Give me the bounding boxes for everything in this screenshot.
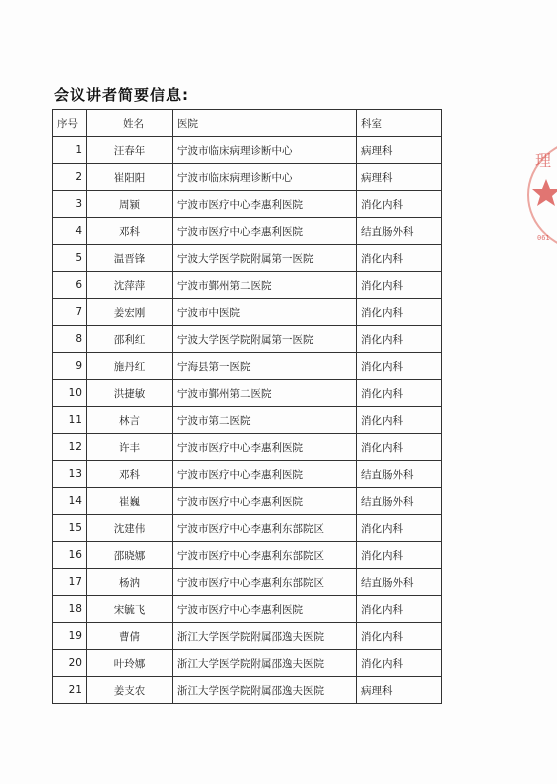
hospital-name: 宁波市鄞州第二医院 <box>173 272 357 299</box>
table-row <box>53 623 442 650</box>
hospital-name: 宁波市医疗中心李惠利医院 <box>173 218 357 245</box>
seal-character: 理 <box>535 151 552 170</box>
hospital-name: 宁波市医疗中心李惠利医院 <box>173 461 357 488</box>
speaker-name: 杨汭 <box>87 569 173 596</box>
speaker-name: 邓科 <box>87 461 173 488</box>
row-number: 19 <box>53 623 87 650</box>
section-title: 会议讲者简要信息: <box>54 86 189 104</box>
speaker-name: 崔巍 <box>87 488 173 515</box>
speaker-name: 崔阳阳 <box>87 164 173 191</box>
row-number: 20 <box>53 650 87 677</box>
table-row <box>53 380 442 407</box>
department: 消化内科 <box>357 623 442 650</box>
table-row <box>53 488 442 515</box>
table-row <box>53 164 442 191</box>
speaker-name: 许丰 <box>87 434 173 461</box>
department: 结直肠外科 <box>357 461 442 488</box>
speaker-name: 洪捷敏 <box>87 380 173 407</box>
hospital-name: 宁波市中医院 <box>173 299 357 326</box>
seal-number: 061 <box>537 234 550 242</box>
department: 消化内科 <box>357 326 442 353</box>
table-row <box>53 353 442 380</box>
header-hospital: 医院 <box>173 110 357 137</box>
hospital-name: 宁波市临床病理诊断中心 <box>173 164 357 191</box>
hospital-name: 浙江大学医学院附属邵逸夫医院 <box>173 677 357 704</box>
department: 消化内科 <box>357 434 442 461</box>
department: 消化内科 <box>357 245 442 272</box>
hospital-name: 浙江大学医学院附属邵逸夫医院 <box>173 623 357 650</box>
row-number: 7 <box>53 299 87 326</box>
hospital-name: 宁波市医疗中心李惠利医院 <box>173 191 357 218</box>
row-number: 14 <box>53 488 87 515</box>
table-row <box>53 272 442 299</box>
hospital-name: 宁波市医疗中心李惠利医院 <box>173 596 357 623</box>
row-number: 18 <box>53 596 87 623</box>
speaker-name: 施丹红 <box>87 353 173 380</box>
hospital-name: 宁波大学医学院附属第一医院 <box>173 326 357 353</box>
department: 消化内科 <box>357 191 442 218</box>
row-number: 8 <box>53 326 87 353</box>
row-number: 9 <box>53 353 87 380</box>
department: 消化内科 <box>357 272 442 299</box>
speaker-name: 沈建伟 <box>87 515 173 542</box>
department: 病理科 <box>357 677 442 704</box>
table-row <box>53 569 442 596</box>
row-number: 21 <box>53 677 87 704</box>
table-row <box>53 218 442 245</box>
department: 病理科 <box>357 137 442 164</box>
table-row <box>53 299 442 326</box>
row-number: 15 <box>53 515 87 542</box>
speaker-table <box>52 109 442 704</box>
hospital-name: 宁波市医疗中心李惠利医院 <box>173 434 357 461</box>
speaker-name: 林言 <box>87 407 173 434</box>
hospital-name: 浙江大学医学院附属邵逸夫医院 <box>173 650 357 677</box>
header-name: 姓名 <box>87 110 173 137</box>
table-body <box>53 137 442 704</box>
department: 结直肠外科 <box>357 218 442 245</box>
hospital-name: 宁波市医疗中心李惠利东部院区 <box>173 569 357 596</box>
department: 结直肠外科 <box>357 569 442 596</box>
row-number: 4 <box>53 218 87 245</box>
table-row <box>53 677 442 704</box>
speaker-name: 邵晓娜 <box>87 542 173 569</box>
hospital-name: 宁波大学医学院附属第一医院 <box>173 245 357 272</box>
hospital-name: 宁波市临床病理诊断中心 <box>173 137 357 164</box>
speaker-name: 沈萍萍 <box>87 272 173 299</box>
table-row <box>53 596 442 623</box>
speaker-name: 周颍 <box>87 191 173 218</box>
speaker-name: 温晋锋 <box>87 245 173 272</box>
table-row <box>53 434 442 461</box>
department: 消化内科 <box>357 515 442 542</box>
hospital-name: 宁波市第二医院 <box>173 407 357 434</box>
hospital-name: 宁波市医疗中心李惠利东部院区 <box>173 515 357 542</box>
speaker-name: 姜宏刚 <box>87 299 173 326</box>
speaker-name: 姜支农 <box>87 677 173 704</box>
row-number: 3 <box>53 191 87 218</box>
department: 病理科 <box>357 164 442 191</box>
table-row <box>53 515 442 542</box>
department: 消化内科 <box>357 542 442 569</box>
department: 消化内科 <box>357 353 442 380</box>
table-row <box>53 245 442 272</box>
table-row <box>53 137 442 164</box>
hospital-name: 宁海县第一医院 <box>173 353 357 380</box>
department: 消化内科 <box>357 380 442 407</box>
speaker-name: 叶玲娜 <box>87 650 173 677</box>
speaker-name: 汪春年 <box>87 137 173 164</box>
hospital-name: 宁波市鄞州第二医院 <box>173 380 357 407</box>
hospital-name: 宁波市医疗中心李惠利医院 <box>173 488 357 515</box>
row-number: 17 <box>53 569 87 596</box>
row-number: 11 <box>53 407 87 434</box>
hospital-name: 宁波市医疗中心李惠利东部院区 <box>173 542 357 569</box>
table-row <box>53 326 442 353</box>
speaker-name: 曹倩 <box>87 623 173 650</box>
star-icon <box>531 178 557 208</box>
row-number: 6 <box>53 272 87 299</box>
speaker-name: 邵利红 <box>87 326 173 353</box>
row-number: 2 <box>53 164 87 191</box>
department: 消化内科 <box>357 650 442 677</box>
row-number: 1 <box>53 137 87 164</box>
table-row <box>53 407 442 434</box>
row-number: 10 <box>53 380 87 407</box>
row-number: 13 <box>53 461 87 488</box>
speaker-name: 宋毓飞 <box>87 596 173 623</box>
table-row <box>53 191 442 218</box>
department: 消化内科 <box>357 596 442 623</box>
department: 消化内科 <box>357 299 442 326</box>
department: 结直肠外科 <box>357 488 442 515</box>
table-header-row <box>53 110 442 137</box>
speaker-name: 邓科 <box>87 218 173 245</box>
table-row <box>53 461 442 488</box>
row-number: 16 <box>53 542 87 569</box>
header-dept: 科室 <box>357 110 442 137</box>
row-number: 5 <box>53 245 87 272</box>
header-no: 序号 <box>53 110 87 137</box>
table-row <box>53 542 442 569</box>
row-number: 12 <box>53 434 87 461</box>
table-row <box>53 650 442 677</box>
department: 消化内科 <box>357 407 442 434</box>
red-seal-stamp <box>527 138 557 248</box>
